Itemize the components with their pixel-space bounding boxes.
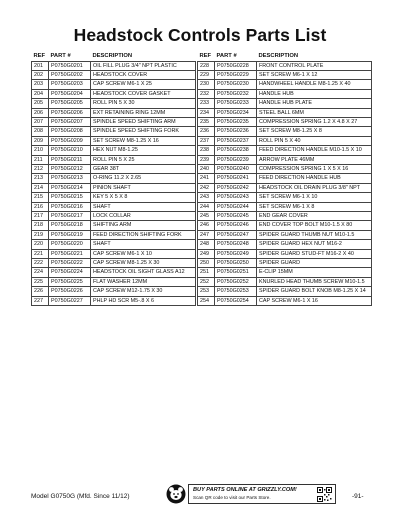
description-cell: SPINDLE SPEED SHIFTING ARM [91, 117, 196, 126]
table-row [32, 61, 196, 70]
part-number-cell: P0750G0242 [215, 183, 257, 192]
table-row [32, 146, 196, 155]
ref-cell: 247 [198, 230, 215, 239]
table-row [198, 259, 372, 268]
part-number-cell: P0750G0250 [215, 259, 257, 268]
description-cell: O-RING 11.2 X 2.65 [91, 174, 196, 183]
description-cell: END COVER TOP BOLT M10-1.5 X 80 [257, 221, 372, 230]
table-row [32, 117, 196, 126]
ref-cell: 212 [32, 164, 49, 173]
description-cell: KNURLED HEAD THUMB SCREW M10-1.5 [257, 277, 372, 286]
table-row [32, 155, 196, 164]
table-row [198, 61, 372, 70]
ref-cell: 228 [198, 61, 215, 70]
part-number-cell: P0750G0229 [215, 70, 257, 79]
part-number-cell: P0750G0222 [49, 259, 91, 268]
table-row [32, 174, 196, 183]
ref-cell: 205 [32, 99, 49, 108]
description-cell: ROLL PIN 5 X 40 [257, 136, 372, 145]
table-row [32, 89, 196, 98]
part-number-cell: P0750G0226 [49, 287, 91, 296]
description-cell: HEADSTOCK OIL DRAIN PLUG 3/8" NPT [257, 183, 372, 192]
ref-cell: 249 [198, 249, 215, 258]
table-row [198, 99, 372, 108]
ref-cell: 216 [32, 202, 49, 211]
ref-cell: 224 [32, 268, 49, 277]
part-number-cell: P0750G0239 [215, 155, 257, 164]
table-row [32, 240, 196, 249]
ref-cell: 240 [198, 164, 215, 173]
description-cell: CAP SCREW M12-1.75 X 30 [91, 287, 196, 296]
ref-cell: 211 [32, 155, 49, 164]
table-row [32, 183, 196, 192]
description-cell: ARROW PLATE 46MM [257, 155, 372, 164]
description-cell: SET SCREW M6-1 X 8 [257, 202, 372, 211]
part-number-cell: P0750G0228 [215, 61, 257, 70]
ref-cell: 204 [32, 89, 49, 98]
part-number-cell: P0750G0247 [215, 230, 257, 239]
description-cell: HEADSTOCK COVER [91, 70, 196, 79]
left-rows [32, 61, 196, 306]
table-row [32, 127, 196, 136]
ref-cell: 243 [198, 193, 215, 202]
table-row [198, 146, 372, 155]
part-number-cell: P0750G0254 [215, 296, 257, 305]
table-row [32, 221, 196, 230]
ref-cell: 207 [32, 117, 49, 126]
description-cell: EXT RETAINING RING 12MM [91, 108, 196, 117]
part-number-cell: P0750G0230 [215, 80, 257, 89]
description-cell: PHLP HD SCR M5-.8 X 6 [91, 296, 196, 305]
description-cell: SHAFT [91, 202, 196, 211]
banner-headline: BUY PARTS ONLINE AT GRIZZLY.COM! [193, 487, 297, 493]
table-row [198, 249, 372, 258]
part-number-cell: P0750G0201 [49, 61, 91, 70]
ref-cell: 210 [32, 146, 49, 155]
ref-cell: 220 [32, 240, 49, 249]
part-number-cell: P0750G0244 [215, 202, 257, 211]
description-cell: SPIDER GUARD [257, 259, 372, 268]
ref-cell: 254 [198, 296, 215, 305]
description-cell: GEAR 38T [91, 164, 196, 173]
ref-cell: 213 [32, 174, 49, 183]
table-row [198, 136, 372, 145]
table-row [198, 117, 372, 126]
ref-cell: 218 [32, 221, 49, 230]
part-number-cell: P0750G0213 [49, 174, 91, 183]
table-row [198, 70, 372, 79]
part-number-cell: P0750G0241 [215, 174, 257, 183]
table-row [32, 212, 196, 221]
part-number-cell: P0750G0251 [215, 268, 257, 277]
ref-cell: 246 [198, 221, 215, 230]
qr-code-icon[interactable] [317, 487, 332, 502]
table-row [32, 202, 196, 211]
part-number-cell: P0750G0253 [215, 287, 257, 296]
parts-table-left [31, 52, 196, 306]
ref-cell: 215 [32, 193, 49, 202]
description-cell: SPIDER GUARD HEX NUT M16-2 [257, 240, 372, 249]
part-number-cell: P0750G0246 [215, 221, 257, 230]
table-row [198, 287, 372, 296]
part-number-cell: P0750G0209 [49, 136, 91, 145]
table-row [198, 80, 372, 89]
description-cell: PINION SHAFT [91, 183, 196, 192]
part-number-cell: P0750G0216 [49, 202, 91, 211]
description-cell: FEED DIRECTION HANDLE HUB [257, 174, 372, 183]
description-cell: HEADSTOCK OIL SIGHT GLASS A12 [91, 268, 196, 277]
ref-cell: 206 [32, 108, 49, 117]
ref-cell: 252 [198, 277, 215, 286]
table-row [32, 277, 196, 286]
ref-cell: 217 [32, 212, 49, 221]
table-row [198, 108, 372, 117]
table-row [198, 296, 372, 305]
table-row [32, 287, 196, 296]
table-row [198, 155, 372, 164]
part-number-cell: P0750G0205 [49, 99, 91, 108]
description-cell: SPINDLE SPEED SHIFTING FORK [91, 127, 196, 136]
part-number-cell: P0750G0243 [215, 193, 257, 202]
ref-cell: 242 [198, 183, 215, 192]
table-header-row [32, 52, 196, 61]
table-row [32, 108, 196, 117]
description-cell: CAP SCREW M6-1 X 25 [91, 80, 196, 89]
part-number-cell: P0750G0208 [49, 127, 91, 136]
table-row [198, 240, 372, 249]
part-number-cell: P0750G0224 [49, 268, 91, 277]
table-row [198, 268, 372, 277]
header-ref: REF [33, 53, 46, 60]
part-number-cell: P0750G0212 [49, 164, 91, 173]
part-number-cell: P0750G0225 [49, 277, 91, 286]
table-row [198, 230, 372, 239]
description-cell: FEED DIRECTION SHIFTING FORK [91, 230, 196, 239]
table-row [32, 164, 196, 173]
part-number-cell: P0750G0240 [215, 164, 257, 173]
table-row [198, 127, 372, 136]
ref-cell: 202 [32, 70, 49, 79]
ref-cell: 221 [32, 249, 49, 258]
description-cell: COMPRESSION SPRING 1.2 X 4.8 X 27 [257, 117, 372, 126]
table-row [198, 164, 372, 173]
description-cell: CAP SCREW M6-1 X 16 [257, 296, 372, 305]
parts-store-banner[interactable] [188, 484, 336, 504]
part-number-cell: P0750G0237 [215, 136, 257, 145]
table-row [32, 136, 196, 145]
ref-cell: 235 [198, 117, 215, 126]
table-header-row [198, 52, 372, 61]
part-number-cell: P0750G0220 [49, 240, 91, 249]
description-cell: HANDLE HUB [257, 89, 372, 98]
part-number-cell: P0750G0218 [49, 221, 91, 230]
description-cell: SET SCREW M6-1 X 10 [257, 193, 372, 202]
header-ref: REF [199, 53, 212, 60]
description-cell: OIL FILL PLUG 3/4" NPT PLASTIC [91, 61, 196, 70]
ref-cell: 245 [198, 212, 215, 221]
table-row [32, 296, 196, 305]
ref-cell: 208 [32, 127, 49, 136]
right-rows [198, 61, 372, 306]
ref-cell: 250 [198, 259, 215, 268]
table-row [32, 70, 196, 79]
description-cell: SPIDER GUARD STUD-FT M16-2 X 40 [257, 249, 372, 258]
part-number-cell: P0750G0211 [49, 155, 91, 164]
ref-cell: 226 [32, 287, 49, 296]
description-cell: CAP SCREW M6-1 X 10 [91, 249, 196, 258]
table-row [32, 80, 196, 89]
description-cell: SPIDER GUARD BOLT KNOB M8-1.25 X 14 [257, 287, 372, 296]
table-row [32, 193, 196, 202]
description-cell: SET SCREW M6-1 X 12 [257, 70, 372, 79]
part-number-cell: P0750G0252 [215, 277, 257, 286]
part-number-cell: P0750G0236 [215, 127, 257, 136]
description-cell: SPIDER GUARD THUMB NUT M10-1.5 [257, 230, 372, 239]
ref-cell: 248 [198, 240, 215, 249]
ref-cell: 227 [32, 296, 49, 305]
table-row [198, 183, 372, 192]
table-row [198, 277, 372, 286]
part-number-cell: P0750G0238 [215, 146, 257, 155]
ref-cell: 253 [198, 287, 215, 296]
page-number: -91- [352, 493, 364, 500]
ref-cell: 203 [32, 80, 49, 89]
description-cell: SHIFTING ARM [91, 221, 196, 230]
ref-cell: 233 [198, 99, 215, 108]
description-cell: SET SCREW M8-1.25 X 16 [91, 136, 196, 145]
description-cell: FEED DIRECTION HANDLE M10-1.5 X 10 [257, 146, 372, 155]
ref-cell: 244 [198, 202, 215, 211]
table-row [198, 221, 372, 230]
description-cell: HEADSTOCK COVER GASKET [91, 89, 196, 98]
description-cell: ROLL PIN 5 X 30 [91, 99, 196, 108]
ref-cell: 225 [32, 277, 49, 286]
table-row [32, 249, 196, 258]
table-row [198, 193, 372, 202]
table-row [198, 89, 372, 98]
description-cell: KEY 5 X 5 X 8 [91, 193, 196, 202]
table-row [32, 268, 196, 277]
description-cell: FRONT CONTROL PLATE [257, 61, 372, 70]
ref-cell: 241 [198, 174, 215, 183]
part-number-cell: P0750G0248 [215, 240, 257, 249]
table-row [32, 99, 196, 108]
description-cell: SHAFT [91, 240, 196, 249]
description-cell: END GEAR COVER [257, 212, 372, 221]
ref-cell: 201 [32, 61, 49, 70]
header-description: DESCRIPTION [92, 53, 133, 60]
description-cell: COMPRESSION SPRING 1 X 5 X 16 [257, 164, 372, 173]
ref-cell: 209 [32, 136, 49, 145]
description-cell: ROLL PIN 5 X 25 [91, 155, 196, 164]
part-number-cell: P0750G0210 [49, 146, 91, 155]
part-number-cell: P0750G0214 [49, 183, 91, 192]
part-number-cell: P0750G0221 [49, 249, 91, 258]
description-cell: HEX NUT M8-1.25 [91, 146, 196, 155]
ref-cell: 239 [198, 155, 215, 164]
part-number-cell: P0750G0206 [49, 108, 91, 117]
description-cell: E-CLIP 15MM [257, 268, 372, 277]
ref-cell: 237 [198, 136, 215, 145]
part-number-cell: P0750G0234 [215, 108, 257, 117]
part-number-cell: P0750G0235 [215, 117, 257, 126]
ref-cell: 219 [32, 230, 49, 239]
ref-cell: 234 [198, 108, 215, 117]
ref-cell: 232 [198, 89, 215, 98]
part-number-cell: P0750G0203 [49, 80, 91, 89]
part-number-cell: P0750G0217 [49, 212, 91, 221]
page-title: Headstock Controls Parts List [73, 25, 327, 45]
table-row [198, 202, 372, 211]
table-row [32, 259, 196, 268]
part-number-cell: P0750G0245 [215, 212, 257, 221]
ref-cell: 222 [32, 259, 49, 268]
description-cell: SET SCREW M8-1.25 X 8 [257, 127, 372, 136]
ref-cell: 214 [32, 183, 49, 192]
part-number-cell: P0750G0207 [49, 117, 91, 126]
part-number-cell: P0750G0204 [49, 89, 91, 98]
banner-subtext: Scan QR code to visit our Parts Store. [193, 495, 271, 500]
description-cell: HANDLE HUB PLATE [257, 99, 372, 108]
description-cell: FLAT WASHER 12MM [91, 277, 196, 286]
part-number-cell: P0750G0202 [49, 70, 91, 79]
header-part: PART # [50, 53, 71, 60]
header-part: PART # [216, 53, 237, 60]
description-cell: LOCK COLLAR [91, 212, 196, 221]
description-cell: STEEL BALL 6MM [257, 108, 372, 117]
model-footer: Model G0750G (Mfd. Since 11/12) [31, 493, 130, 500]
table-row [198, 212, 372, 221]
description-cell: CAP SCREW M8-1.25 X 30 [91, 259, 196, 268]
part-number-cell: P0750G0215 [49, 193, 91, 202]
part-number-cell: P0750G0219 [49, 230, 91, 239]
grizzly-bear-logo-icon [166, 484, 186, 504]
ref-cell: 230 [198, 80, 215, 89]
parts-table-right [197, 52, 372, 306]
part-number-cell: P0750G0232 [215, 89, 257, 98]
table-row [32, 230, 196, 239]
part-number-cell: P0750G0227 [49, 296, 91, 305]
ref-cell: 229 [198, 70, 215, 79]
ref-cell: 238 [198, 146, 215, 155]
part-number-cell: P0750G0249 [215, 249, 257, 258]
table-row [198, 174, 372, 183]
part-number-cell: P0750G0233 [215, 99, 257, 108]
ref-cell: 236 [198, 127, 215, 136]
header-description: DESCRIPTION [258, 53, 299, 60]
description-cell: HANDWHEEL HANDLE M8-1.25 X 40 [257, 80, 372, 89]
ref-cell: 251 [198, 268, 215, 277]
